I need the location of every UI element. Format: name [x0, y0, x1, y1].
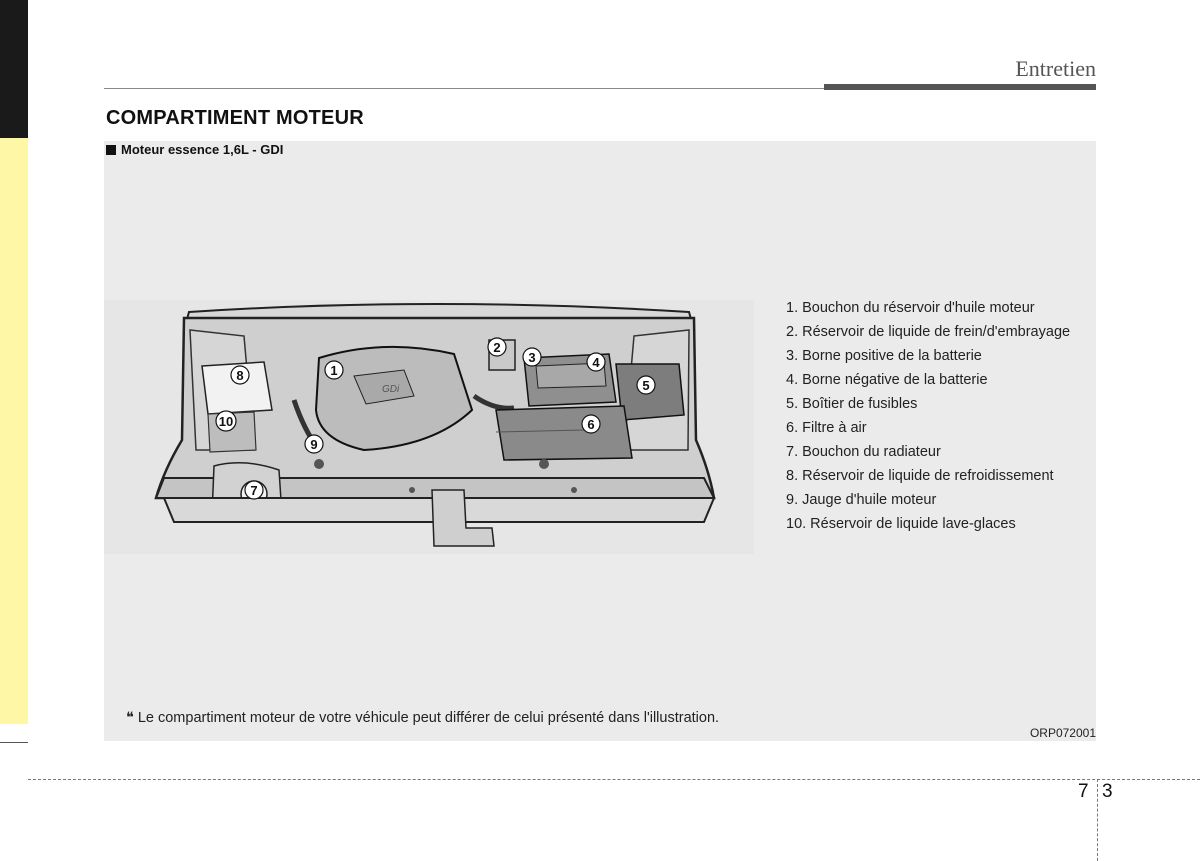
legend-item: 7. Bouchon du radiateur	[786, 444, 941, 460]
legend-item: 9. Jauge d'huile moteur	[786, 492, 937, 508]
callout-6	[582, 415, 600, 433]
callout-4	[587, 353, 605, 371]
square-bullet-icon	[106, 145, 116, 155]
callout-9	[305, 435, 323, 453]
illustration-note: ❝ Le compartiment moteur de votre véhicule peut différer de celui présenté dans l'illustration.	[126, 710, 720, 726]
figure-code: ORP072001	[1029, 726, 1096, 740]
header-rule-bold	[824, 84, 1096, 90]
chapter-tab-highlight	[0, 138, 28, 724]
legend-item: 1. Bouchon du réservoir d'huile moteur	[786, 300, 1035, 316]
legend-item: 3. Borne positive de la batterie	[786, 348, 982, 364]
chapter-tab-dark	[0, 0, 28, 138]
svg-text:9: 9	[310, 437, 318, 452]
svg-text:5: 5	[642, 378, 650, 393]
legend-item: 5. Boîtier de fusibles	[786, 396, 918, 412]
svg-text:6: 6	[587, 417, 595, 432]
engine-mark-text: GDi	[382, 384, 400, 395]
legend-item: 4. Borne négative de la batterie	[786, 372, 988, 388]
engine-bay-drawing	[104, 300, 754, 554]
callout-7	[245, 481, 263, 499]
svg-text:4: 4	[592, 355, 600, 370]
callout-1	[325, 361, 343, 379]
callout-10	[216, 411, 236, 431]
callout-8	[231, 366, 249, 384]
callout-2	[488, 338, 506, 356]
legend-list	[786, 296, 1070, 536]
svg-text:3: 3	[528, 350, 536, 365]
callout-5	[637, 376, 655, 394]
section-header: Entretien	[1015, 56, 1096, 81]
svg-text:10: 10	[218, 414, 234, 429]
page-title: COMPARTIMENT MOTEUR	[106, 107, 364, 129]
svg-text:2: 2	[493, 340, 501, 355]
chapter-number: 7	[1078, 781, 1089, 802]
legend-item: 10. Réservoir de liquide lave-glaces	[786, 516, 1016, 532]
margin-tick	[0, 742, 28, 743]
svg-text:8: 8	[236, 368, 244, 383]
svg-text:1: 1	[330, 363, 338, 378]
svg-text:7: 7	[250, 483, 258, 498]
callout-3	[523, 348, 541, 366]
figure-subtitle	[106, 142, 283, 157]
page-number: 3	[1102, 781, 1113, 802]
legend-item: 2. Réservoir de liquide de frein/d'embrayage	[786, 324, 1071, 340]
legend-item: 6. Filtre à air	[786, 420, 867, 436]
legend-item: 8. Réservoir de liquide de refroidissement	[786, 468, 1054, 484]
footer-dashed-rule	[28, 779, 1200, 780]
footer-dashed-divider	[1097, 779, 1098, 861]
header-rule	[104, 88, 824, 89]
subtitle-text: Moteur essence 1,6L - GDI	[121, 142, 284, 157]
engine-illustration	[104, 300, 754, 554]
